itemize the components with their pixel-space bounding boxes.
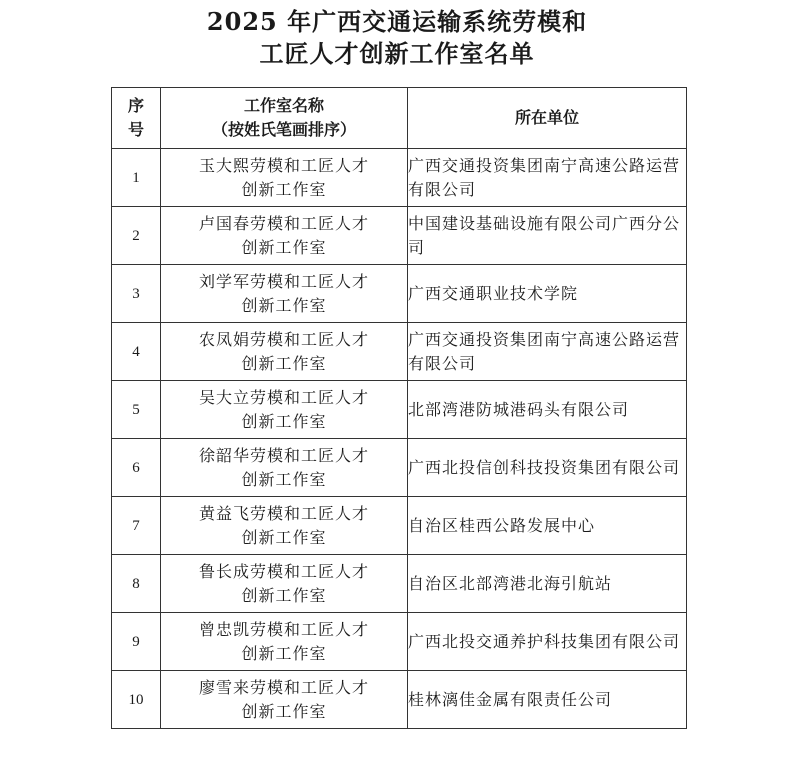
studio-name-line-1: 廖雪来劳模和工匠人才 — [198, 677, 369, 697]
table-row — [112, 555, 687, 613]
studio-name — [161, 613, 408, 671]
table-header-row — [112, 88, 687, 149]
studio-name-line-2: 创新工作室 — [241, 411, 327, 431]
studio-name-line-2: 创新工作室 — [241, 353, 327, 373]
studio-name — [161, 149, 408, 207]
table-row — [112, 439, 687, 497]
studio-list-table — [111, 87, 687, 729]
studio-name-line-2: 创新工作室 — [241, 295, 327, 315]
unit-name: 中国建设基础设施有限公司广西分公司 — [408, 207, 687, 265]
table-row — [112, 613, 687, 671]
studio-name — [161, 381, 408, 439]
title-line-1: 2025 年广西交通运输系统劳模和 — [206, 7, 588, 36]
serial-number: 9 — [112, 613, 161, 671]
serial-number: 10 — [112, 671, 161, 729]
header-serial-line-2: 号 — [127, 120, 144, 139]
table-row — [112, 323, 687, 381]
studio-name-line-1: 吴大立劳模和工匠人才 — [198, 387, 369, 407]
header-serial-line-1: 序 — [127, 96, 144, 115]
table-row — [112, 149, 687, 207]
studio-name-line-2: 创新工作室 — [241, 179, 327, 199]
studio-name-line-1: 徐韶华劳模和工匠人才 — [198, 445, 369, 465]
studio-name-line-1: 鲁长成劳模和工匠人才 — [198, 561, 369, 581]
header-name-line-1: 工作室名称 — [243, 96, 324, 115]
studio-name — [161, 265, 408, 323]
studio-name — [161, 323, 408, 381]
studio-name — [161, 497, 408, 555]
header-serial-number — [112, 88, 161, 149]
header-unit: 所在单位 — [408, 88, 687, 149]
studio-name-line-1: 黄益飞劳模和工匠人才 — [198, 503, 369, 523]
unit-name: 广西交通投资集团南宁高速公路运营有限公司 — [408, 323, 687, 381]
studio-name-line-1: 曾忠凯劳模和工匠人才 — [198, 619, 369, 639]
unit-name: 自治区北部湾港北海引航站 — [408, 555, 687, 613]
header-name-line-2: （按姓氏笔画排序） — [211, 120, 356, 139]
header-studio-name — [161, 88, 408, 149]
unit-name: 广西北投交通养护科技集团有限公司 — [408, 613, 687, 671]
serial-number: 8 — [112, 555, 161, 613]
studio-name-line-1: 玉大熙劳模和工匠人才 — [198, 155, 369, 175]
table-row — [112, 671, 687, 729]
studio-name-line-2: 创新工作室 — [241, 469, 327, 489]
serial-number: 1 — [112, 149, 161, 207]
studio-name-line-1: 卢国春劳模和工匠人才 — [198, 213, 369, 233]
studio-name-line-2: 创新工作室 — [241, 527, 327, 547]
serial-number: 2 — [112, 207, 161, 265]
unit-name: 自治区桂西公路发展中心 — [408, 497, 687, 555]
unit-name: 广西交通投资集团南宁高速公路运营有限公司 — [408, 149, 687, 207]
table-row — [112, 497, 687, 555]
studio-name — [161, 671, 408, 729]
unit-name: 北部湾港防城港码头有限公司 — [408, 381, 687, 439]
studio-name — [161, 439, 408, 497]
studio-name-line-1: 农凤娟劳模和工匠人才 — [198, 329, 369, 349]
studio-name — [161, 207, 408, 265]
document-title — [0, 6, 794, 70]
unit-name: 桂林漓佳金属有限责任公司 — [408, 671, 687, 729]
serial-number: 7 — [112, 497, 161, 555]
studio-name-line-2: 创新工作室 — [241, 701, 327, 721]
studio-name-line-2: 创新工作室 — [241, 585, 327, 605]
studio-name-line-1: 刘学军劳模和工匠人才 — [198, 271, 369, 291]
studio-name — [161, 555, 408, 613]
studio-name-line-2: 创新工作室 — [241, 643, 327, 663]
serial-number: 5 — [112, 381, 161, 439]
serial-number: 4 — [112, 323, 161, 381]
table-row — [112, 207, 687, 265]
table-row — [112, 265, 687, 323]
unit-name: 广西北投信创科技投资集团有限公司 — [408, 439, 687, 497]
title-line-2: 工匠人才创新工作室名单 — [259, 39, 535, 68]
table-row — [112, 381, 687, 439]
studio-name-line-2: 创新工作室 — [241, 237, 327, 257]
unit-name: 广西交通职业技术学院 — [408, 265, 687, 323]
serial-number: 3 — [112, 265, 161, 323]
serial-number: 6 — [112, 439, 161, 497]
